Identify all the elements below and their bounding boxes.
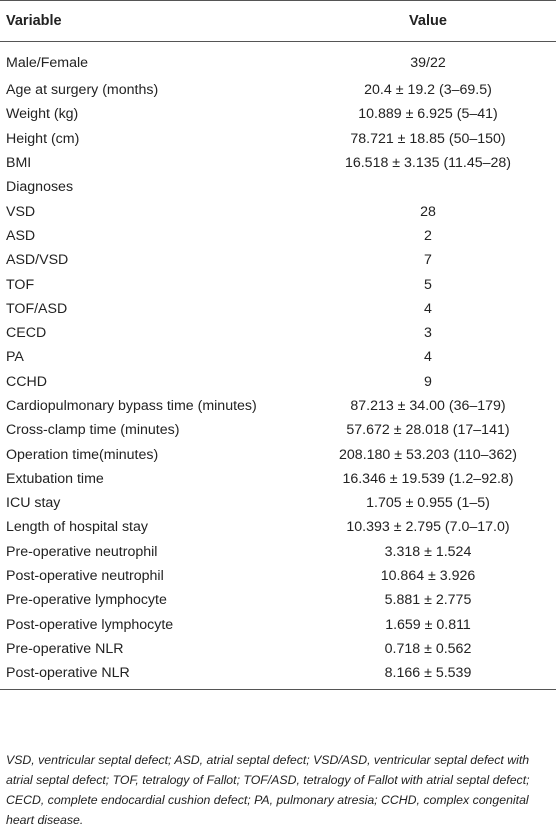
row-variable-cell: Diagnoses — [6, 179, 74, 196]
row-variable-cell: ASD — [6, 227, 36, 244]
table-row — [0, 564, 556, 588]
row-value-cell: 3 — [424, 325, 432, 342]
row-variable-cell: PA — [6, 349, 24, 366]
row-value-cell: 9 — [424, 373, 432, 390]
row-variable-cell: Cross-clamp time (minutes) — [6, 422, 180, 439]
table-row — [0, 540, 556, 564]
row-variable-cell: Weight (kg) — [6, 106, 79, 123]
row-variable-cell: BMI — [6, 155, 32, 172]
row-value-cell: 16.518 ± 3.135 (11.45–28) — [344, 155, 512, 172]
row-value-cell: 5.881 ± 2.775 — [384, 592, 472, 609]
row-variable-cell: Pre-operative neutrophil — [6, 543, 158, 560]
row-variable-cell: ICU stay — [6, 495, 61, 512]
table-row — [0, 272, 556, 296]
row-variable-cell: Pre-operative NLR — [6, 640, 124, 657]
row-variable-cell: Length of hospital stay — [6, 519, 148, 536]
row-variable-cell: VSD — [6, 203, 36, 220]
row-variable-cell: Age at surgery (months) — [6, 82, 159, 99]
table-row — [0, 637, 556, 661]
column-header-variable: Variable — [0, 1, 300, 42]
row-value-cell: 78.721 ± 18.85 (50–150) — [350, 130, 506, 147]
row-value-cell: 16.346 ± 19.539 (1.2–92.8) — [342, 470, 514, 487]
row-variable-cell: Operation time(minutes) — [6, 446, 159, 463]
row-variable-cell: Post-operative lymphocyte — [6, 616, 174, 633]
row-variable-cell: ASD/VSD — [6, 252, 69, 269]
table-row — [0, 588, 556, 612]
table-row — [0, 102, 556, 126]
table-row — [0, 442, 556, 466]
row-variable-cell: Extubation time — [6, 470, 104, 487]
row-value-cell: 3.318 ± 1.524 — [384, 543, 472, 560]
row-value-cell: 1.659 ± 0.811 — [385, 616, 471, 633]
row-variable-cell: Cardiopulmonary bypass time (minutes) — [6, 398, 257, 414]
table-row — [0, 613, 556, 637]
row-variable-cell: Post-operative NLR — [0, 661, 300, 690]
row-value-cell: 1.705 ± 0.955 (1–5) — [366, 495, 490, 512]
row-value-cell: 10.393 ± 2.795 (7.0–17.0) — [346, 519, 510, 536]
table-row — [0, 515, 556, 539]
table-row — [0, 491, 556, 515]
row-value-cell: 87.213 ± 34.00 (36–179) — [350, 398, 506, 414]
table-row — [0, 297, 556, 321]
table-row — [0, 370, 556, 394]
table-row — [0, 418, 556, 442]
table-row — [0, 467, 556, 491]
table-row — [0, 321, 556, 345]
table-row — [0, 394, 556, 418]
table-row — [0, 42, 556, 79]
row-value-cell: 10.864 ± 3.926 — [380, 568, 476, 585]
table-row — [0, 661, 556, 690]
row-value-cell: 39/22 — [410, 55, 446, 71]
row-value-cell: 5 — [424, 276, 432, 293]
row-value-cell: 20.4 ± 19.2 (3–69.5) — [364, 82, 492, 99]
table-row — [0, 224, 556, 248]
row-variable-cell: Pre-operative lymphocyte — [6, 592, 167, 609]
row-value-cell — [300, 175, 556, 199]
row-value-cell: 10.889 ± 6.925 (5–41) — [358, 106, 498, 123]
row-value-cell: 4 — [424, 300, 432, 317]
table-row — [0, 151, 556, 175]
row-variable-cell: TOF — [6, 276, 35, 293]
table-row — [0, 78, 556, 102]
row-value-cell: 8.166 ± 5.539 — [300, 661, 556, 690]
row-variable-cell: TOF/ASD — [6, 300, 68, 317]
table-row — [0, 199, 556, 223]
row-value-cell: 28 — [420, 203, 436, 220]
column-header-value: Value — [300, 1, 556, 42]
row-variable-cell: CCHD — [6, 373, 47, 390]
row-variable-cell: Male/Female — [6, 55, 89, 71]
row-value-cell: 4 — [424, 349, 432, 366]
row-value-cell: 2 — [424, 227, 432, 244]
table-row — [0, 345, 556, 369]
table-row — [0, 175, 556, 199]
row-value-cell: 7 — [424, 252, 432, 269]
table-header-row — [0, 1, 556, 42]
row-variable-cell: Post-operative neutrophil — [6, 568, 164, 585]
row-variable-cell: Height (cm) — [6, 130, 80, 147]
table-footnote: VSD, ventricular septal defect; ASD, atrial septal defect; VSD/ASD, ventricular septal defect with atrial septal defect; TOF, tetralogy of Fallot; TOF/ASD, tetralogy of Fallot with atrial septal defect; CECD, complete endocardial cushion defect; PA, pulmonary atresia; CCHD, complex congenital heart disease. — [6, 753, 530, 827]
row-value-cell: 0.718 ± 0.562 — [384, 640, 472, 657]
table-body — [0, 42, 556, 690]
table-row — [0, 127, 556, 151]
row-value-cell: 57.672 ± 28.018 (17–141) — [346, 422, 510, 439]
table-row — [0, 248, 556, 272]
row-variable-cell: CECD — [6, 325, 47, 342]
row-value-cell: 208.180 ± 53.203 (110–362) — [339, 446, 517, 463]
